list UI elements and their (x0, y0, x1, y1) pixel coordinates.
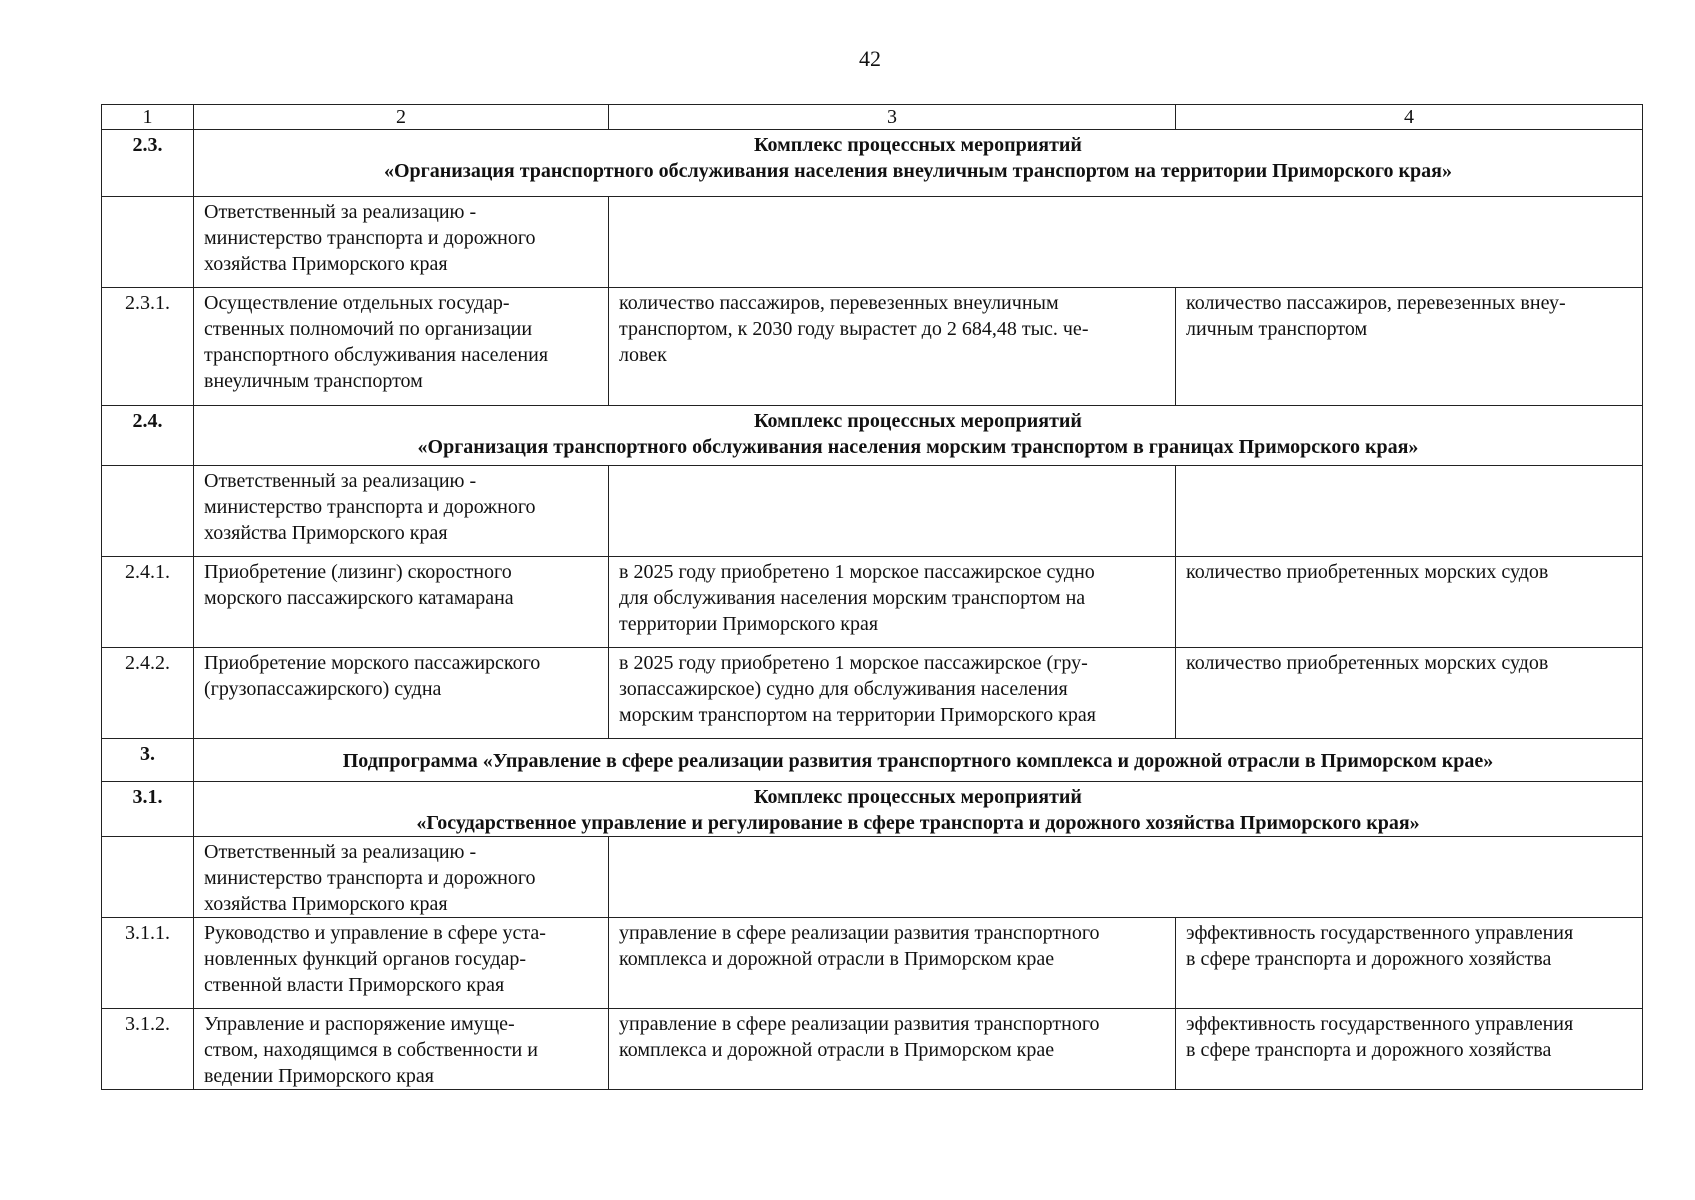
item-number: 3.1.2. (102, 1009, 194, 1090)
section-number: 2.4. (102, 406, 194, 466)
page-number: 42 (859, 46, 881, 71)
result-cell (609, 557, 1176, 648)
item-number: 2.3.1. (102, 288, 194, 406)
text-line: территории Приморского края (619, 613, 879, 635)
text-line: в сфере транспорта и дорожного хозяйства (1186, 948, 1552, 970)
empty-cell (1176, 466, 1643, 557)
text-line: хозяйства Приморского края (204, 893, 448, 915)
section-row (102, 782, 1643, 837)
section-heading (194, 130, 1643, 197)
text-line: ственных полномочий по организации (204, 318, 533, 340)
responsible-cell (194, 197, 609, 288)
text-line: министерство транспорта и дорожного (204, 227, 536, 249)
result-cell (609, 1009, 1176, 1090)
text-line: количество пассажиров, перевезенных внеуличным (619, 292, 1059, 314)
empty-cell (609, 837, 1643, 918)
section-heading-line: «Государственное управление и регулирование в сфере транспорта и дорожного хозяйства Приморского края» (416, 812, 1420, 834)
indicator-cell (1176, 648, 1643, 739)
section-heading-line: Комплекс процессных мероприятий (754, 134, 1082, 156)
section-row (102, 130, 1643, 197)
text-line: количество приобретенных морских судов (1186, 561, 1549, 583)
program-table (101, 104, 1643, 1090)
responsible-cell (194, 466, 609, 557)
text-line: ственной власти Приморского края (204, 974, 505, 996)
text-line: Руководство и управление в сфере уста- (204, 922, 546, 944)
text-line: Ответственный за реализацию - (204, 470, 477, 492)
text-line: в 2025 году приобретено 1 морское пассажирское судно (619, 561, 1095, 583)
result-cell (609, 648, 1176, 739)
text-line: транспортного обслуживания населения (204, 344, 549, 366)
measure-cell (194, 557, 609, 648)
responsible-row (102, 466, 1643, 557)
text-line: управление в сфере реализации развития транспортного (619, 922, 1100, 944)
empty-cell (609, 466, 1176, 557)
text-line: министерство транспорта и дорожного (204, 496, 536, 518)
text-line: Приобретение (лизинг) скоростного (204, 561, 512, 583)
table-row (102, 648, 1643, 739)
text-line: в сфере транспорта и дорожного хозяйства (1186, 1039, 1552, 1061)
text-line: морского пассажирского катамарана (204, 587, 514, 609)
column-number-row (102, 105, 1643, 130)
column-number: 3 (609, 105, 1176, 130)
text-line: морским транспортом на территории Приморского края (619, 704, 1096, 726)
text-line: Управление и распоряжение имуще- (204, 1013, 515, 1035)
text-line: хозяйства Приморского края (204, 253, 448, 275)
text-line: ством, находящимся в собственности и (204, 1039, 538, 1061)
section-heading (194, 782, 1643, 837)
text-line: зопассажирское) судно для обслуживания населения (619, 678, 1068, 700)
section-number: 2.3. (102, 130, 194, 197)
responsible-row (102, 197, 1643, 288)
indicator-cell (1176, 288, 1643, 406)
section-heading-line: «Организация транспортного обслуживания населения морским транспортом в границах Приморского края» (417, 436, 1419, 458)
section-row (102, 406, 1643, 466)
result-cell (609, 288, 1176, 406)
text-line: Ответственный за реализацию - (204, 201, 477, 223)
item-number: 2.4.1. (102, 557, 194, 648)
text-line: хозяйства Приморского края (204, 522, 448, 544)
empty-cell (102, 466, 194, 557)
section-heading-line: Комплекс процессных мероприятий (754, 786, 1082, 808)
section-number: 3.1. (102, 782, 194, 837)
table-row (102, 918, 1643, 1009)
indicator-cell (1176, 918, 1643, 1009)
table-row (102, 557, 1643, 648)
measure-cell (194, 1009, 609, 1090)
subprogram-heading: Подпрограмма «Управление в сфере реализации развития транспортного комплекса и дорожной отрасли в Приморском крае» (194, 739, 1643, 782)
table-row (102, 288, 1643, 406)
text-line: количество приобретенных морских судов (1186, 652, 1549, 674)
text-line: Приобретение морского пассажирского (204, 652, 541, 674)
text-line: управление в сфере реализации развития транспортного (619, 1013, 1100, 1035)
section-heading (194, 406, 1643, 466)
text-line: комплекса и дорожной отрасли в Приморском крае (619, 1039, 1055, 1061)
responsible-row (102, 837, 1643, 918)
measure-cell (194, 288, 609, 406)
text-line: ловек (619, 344, 667, 366)
text-line: ведении Приморского края (204, 1065, 434, 1087)
item-number: 3.1.1. (102, 918, 194, 1009)
text-line: в 2025 году приобретено 1 морское пассажирское (гру- (619, 652, 1088, 674)
empty-cell (102, 837, 194, 918)
item-number: 2.4.2. (102, 648, 194, 739)
section-heading-line: «Организация транспортного обслуживания населения внеуличным транспортом на территории Приморского края» (384, 160, 1452, 182)
text-line: Ответственный за реализацию - (204, 841, 477, 863)
measure-cell (194, 918, 609, 1009)
text-line: (грузопассажирского) судна (204, 678, 442, 700)
indicator-cell (1176, 557, 1643, 648)
column-number: 4 (1176, 105, 1643, 130)
table-row (102, 1009, 1643, 1090)
empty-cell (609, 197, 1643, 288)
subprogram-row (102, 739, 1643, 782)
text-line: личным транспортом (1186, 318, 1368, 340)
text-line: внеуличным транспортом (204, 370, 423, 392)
text-line: эффективность государственного управления (1186, 922, 1574, 944)
text-line: эффективность государственного управления (1186, 1013, 1574, 1035)
text-line: министерство транспорта и дорожного (204, 867, 536, 889)
text-line: комплекса и дорожной отрасли в Приморском крае (619, 948, 1055, 970)
text-line: количество пассажиров, перевезенных внеу- (1186, 292, 1566, 314)
measure-cell (194, 648, 609, 739)
text-line: для обслуживания населения морским транспортом на (619, 587, 1086, 609)
column-number: 2 (194, 105, 609, 130)
text-line: транспортом, к 2030 году вырастет до 2 684,48 тыс. че- (619, 318, 1089, 340)
section-heading-line: Комплекс процессных мероприятий (754, 410, 1082, 432)
section-number: 3. (102, 739, 194, 782)
indicator-cell (1176, 1009, 1643, 1090)
text-line: Осуществление отдельных государ- (204, 292, 510, 314)
responsible-cell (194, 837, 609, 918)
empty-cell (102, 197, 194, 288)
text-line: новленных функций органов государ- (204, 948, 527, 970)
result-cell (609, 918, 1176, 1009)
column-number: 1 (102, 105, 194, 130)
